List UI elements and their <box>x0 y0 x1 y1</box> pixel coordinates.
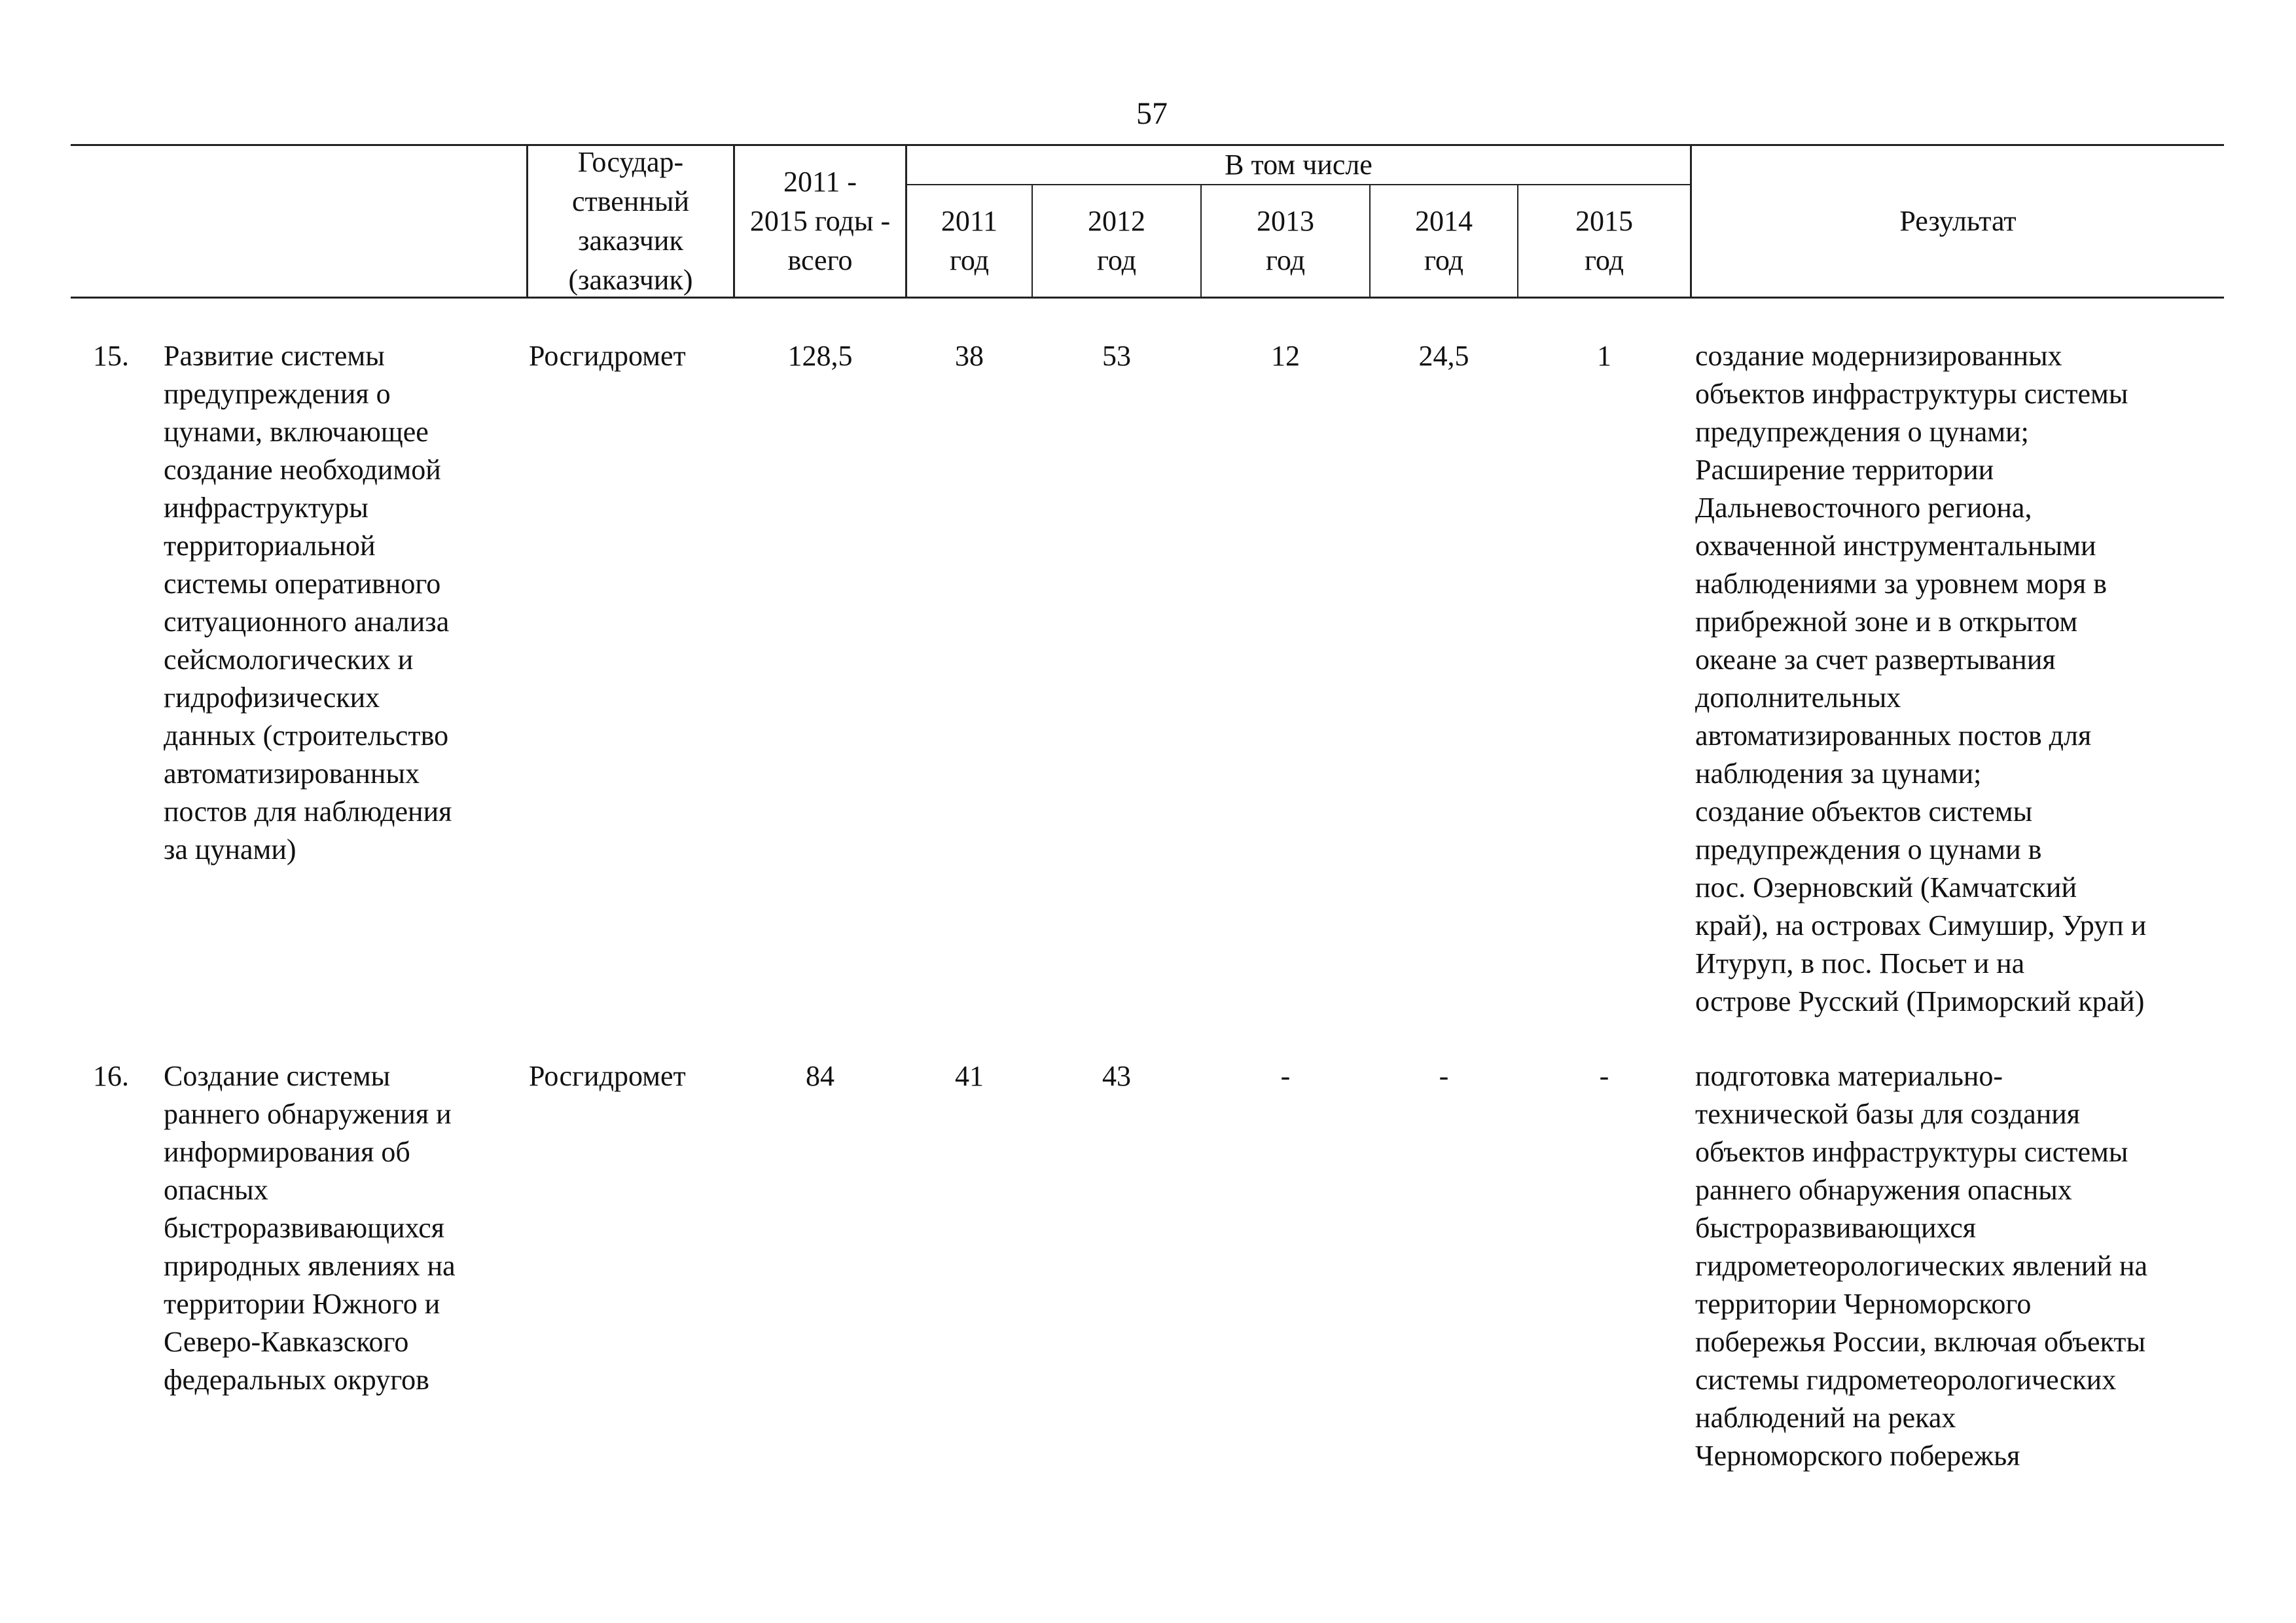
row-16-name: Создание системы раннего обнаружения и информирования об опасных быстроразвивающихся природных явлениях на территории Южного и Северо-Кавказского федеральных округов <box>164 1060 456 1396</box>
row-15-name: Развитие системы предупреждения о цунами, включающее создание необходимой инфраструктуры территориальной системы оперативного ситуационного анализа сейсмологических и гидрофизических данных (строительство автоматизированных постов для наблюдения за цунами) <box>164 340 452 866</box>
row-16-2015: - <box>1599 1060 1609 1092</box>
row-15-2011: 38 <box>955 340 984 372</box>
page-number: 57 <box>1136 96 1168 131</box>
header-total: 2011 - 2015 годы - всего <box>749 165 891 276</box>
row-16-customer: Росгидромет <box>529 1060 686 1092</box>
row-16-result: подготовка материально- технической базы для создания объектов инфраструктуры системы раннего обнаружения опасных быстроразвивающихся гидрометеорологических явлений на территории Черноморского побережья России, включая объекты системы гидрометеорологических наблюдений на реках Черноморского побережья <box>1695 1060 2148 1472</box>
table-header-bottom-border <box>71 297 2224 299</box>
row-16-2011: 41 <box>955 1060 984 1092</box>
header-including: В том числе <box>1225 148 1372 181</box>
row-15-number: 15. <box>93 340 129 372</box>
header-result: Результат <box>1899 204 2017 237</box>
row-16-2013: - <box>1280 1060 1291 1092</box>
row-15-2012: 53 <box>1102 340 1131 372</box>
row-16-2014: - <box>1439 1060 1449 1092</box>
row-15-2014: 24,5 <box>1418 340 1469 372</box>
row-15-customer: Росгидромет <box>529 340 686 372</box>
header-year-2012: 2012 год <box>1088 205 1145 276</box>
row-16-number: 16. <box>93 1060 129 1092</box>
row-16-2012: 43 <box>1102 1060 1131 1092</box>
header-year-2014: 2014 год <box>1415 205 1473 276</box>
row-15-2013: 12 <box>1271 340 1300 372</box>
row-15-2015: 1 <box>1597 340 1611 372</box>
header-customer: Государ- ственный заказчик (заказчик) <box>568 145 693 296</box>
header-year-2015: 2015 год <box>1575 205 1633 276</box>
row-15-total: 128,5 <box>787 340 853 372</box>
row-15-result: создание модернизированных объектов инфраструктуры системы предупреждения о цунами; Расширение территории Дальневосточного региона, охваченной инструментальными наблюдениями за уровнем моря в прибрежной зоне и в открытом океане за счет развертывания дополнительных автоматизированных постов для наблюдения за цунами; создание объектов системы предупреждения о цунами в пос. Озерновский (Камчатский край), на островах Симушир, Уруп и Итуруп, в пос. Посьет и на острове Русский (Приморский край) <box>1695 340 2147 1017</box>
row-16-total: 84 <box>806 1060 834 1092</box>
header-year-2011: 2011 год <box>941 205 998 276</box>
header-year-2013: 2013 год <box>1257 205 1314 276</box>
